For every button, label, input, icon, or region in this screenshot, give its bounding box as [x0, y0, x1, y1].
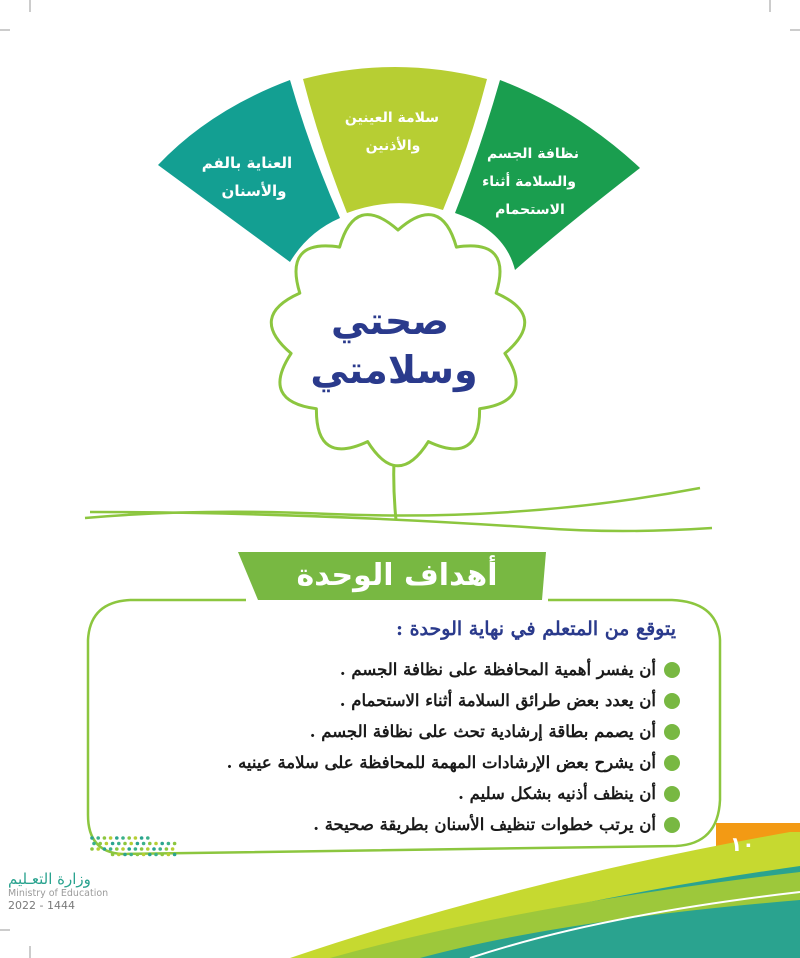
ministry-english: Ministry of Education — [8, 888, 109, 899]
edition-year: 2022 - 1444 — [8, 899, 75, 912]
bullet-icon — [664, 755, 680, 771]
objective-text: أن يفسر أهمية المحافظة على نظافة الجسم . — [339, 660, 656, 679]
objective-text: أن ينظف أذنيه بشكل سليم . — [458, 784, 656, 803]
objectives-heading: أهداف الوحدة — [296, 558, 498, 593]
ministry-block — [8, 870, 168, 912]
objective-item — [0, 778, 680, 809]
bullet-icon — [664, 693, 680, 709]
bullet-icon — [664, 724, 680, 740]
objective-item — [0, 809, 680, 840]
bullet-icon — [664, 662, 680, 678]
objective-item — [0, 654, 680, 685]
objective-item — [0, 716, 680, 747]
objective-text: أن يرتب خطوات تنظيف الأسنان بطريقة صحيحة . — [313, 815, 656, 834]
unit-title-line-2: وسلامتي — [310, 348, 478, 392]
topic-2-line-2: والأذنين — [365, 138, 421, 154]
topic-1-line-1: العناية بالفم — [201, 154, 293, 172]
topic-2-line-1: سلامة العينين — [344, 110, 440, 126]
objective-text: أن يعدد بعض طرائق السلامة أثناء الاستحمام . — [339, 691, 656, 710]
topic-1-line-2: والأسنان — [221, 182, 287, 200]
topic-3-line-3: الاستحمام — [495, 202, 565, 218]
bullet-icon — [664, 786, 680, 802]
objective-text: أن يصمم بطاقة إرشادية تحث على نظافة الجسم . — [309, 722, 656, 741]
topic-3-line-2: والسلامة أثناء — [482, 174, 576, 190]
topic-3-line-1: نظافة الجسم — [486, 146, 580, 162]
objectives-content — [92, 606, 696, 846]
objectives-intro: يتوقع من المتعلم في نهاية الوحدة : — [395, 618, 676, 640]
bullet-icon — [664, 817, 680, 833]
objective-text: أن يشرح بعض الإرشادات المهمة للمحافظة على سلامة عينيه . — [226, 753, 656, 772]
objective-item — [0, 685, 680, 716]
ministry-arabic: وزارة التعـليم — [8, 870, 91, 888]
page-number: ١٠ — [730, 832, 755, 856]
objective-item — [0, 747, 680, 778]
unit-title-line-1: صحتي — [330, 299, 450, 343]
objectives-list — [0, 654, 680, 840]
